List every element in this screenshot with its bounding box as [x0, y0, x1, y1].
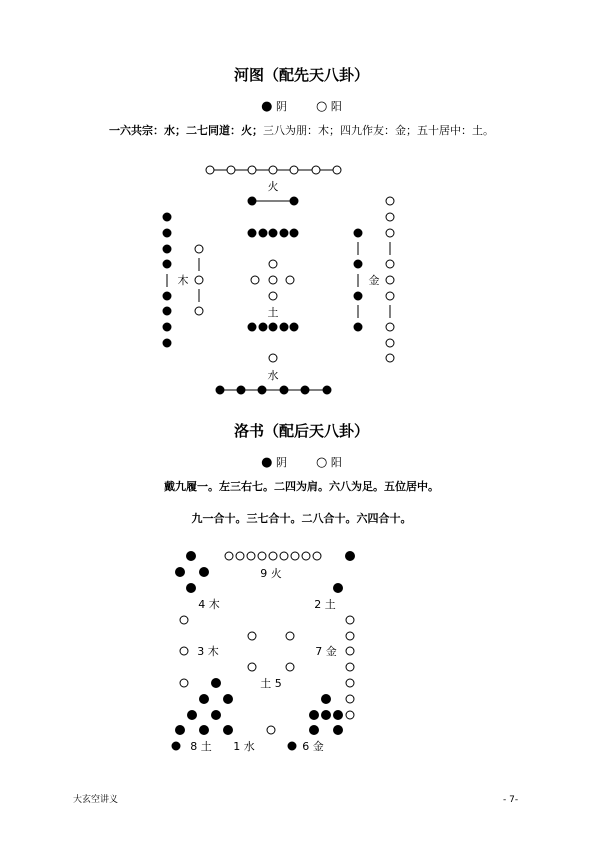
hetu-label-wood: 木: [177, 274, 189, 287]
luoshu-three-yang: [180, 616, 188, 687]
hetu-diagram: [163, 166, 394, 394]
hetu-one-yang: [269, 354, 277, 362]
hetu-label-earth: 土: [267, 306, 279, 319]
luoshu-label-8: 8 土: [190, 740, 212, 753]
hetu-label-water: 水: [267, 369, 279, 382]
luoshu-line1: 戴九履一。左三右七。二四为肩。六八为足。五位居中。: [164, 480, 439, 493]
luoshu-title: 洛书（配后天八卦）: [233, 422, 369, 440]
luoshu-label-5: 土 5: [260, 677, 282, 690]
luoshu-label-6: 6 金: [302, 740, 324, 753]
hetu-rule-bold: 一六共宗：水；二七同道：火；: [109, 124, 263, 137]
luoshu-label-7: 7 金: [315, 645, 337, 658]
legend-yin-label: 阴: [276, 100, 287, 113]
hetu-three-yang: [195, 245, 203, 315]
legend-yin-label: 阴: [276, 456, 287, 469]
luoshu-label-1: 1 水: [233, 740, 255, 753]
yin-dot-icon: ●: [261, 99, 273, 114]
luoshu-four-yin: [176, 552, 209, 593]
yin-dot-icon: ●: [261, 455, 273, 470]
luoshu-label-2: 2 土: [314, 598, 336, 611]
yang-dot-icon: ○: [316, 455, 328, 470]
legend-yang-label: 阳: [330, 456, 342, 469]
luoshu-six-yin: [310, 695, 343, 735]
luoshu-label-9: 9 火: [260, 567, 282, 580]
yang-dot-icon: ○: [316, 99, 328, 114]
luoshu-nine-yang: [225, 552, 321, 560]
hetu-rule-rest: 三八为朋：木；四九作友：金；五十居中：土。: [263, 124, 494, 137]
footer-book-title: 大玄空讲义: [73, 795, 119, 805]
hetu-title: 河图（配先天八卦）: [233, 66, 369, 84]
footer-page-number: - 7-: [503, 795, 519, 805]
hetu-label-fire: 火: [267, 180, 279, 193]
hetu-label-metal: 金: [368, 274, 380, 287]
luoshu-label-3: 3 木: [197, 645, 219, 658]
luoshu-two-yin: [334, 552, 355, 593]
luoshu-seven-yang: [346, 616, 354, 719]
legend-yang-label: 阳: [330, 100, 342, 113]
luoshu-line2: 九一合十。三七合十。二八合十。六四合十。: [191, 512, 412, 525]
luoshu-label-4: 4 木: [198, 598, 220, 611]
hetu-nine-yang: [386, 197, 394, 362]
hetu-five-yang: [251, 260, 294, 300]
